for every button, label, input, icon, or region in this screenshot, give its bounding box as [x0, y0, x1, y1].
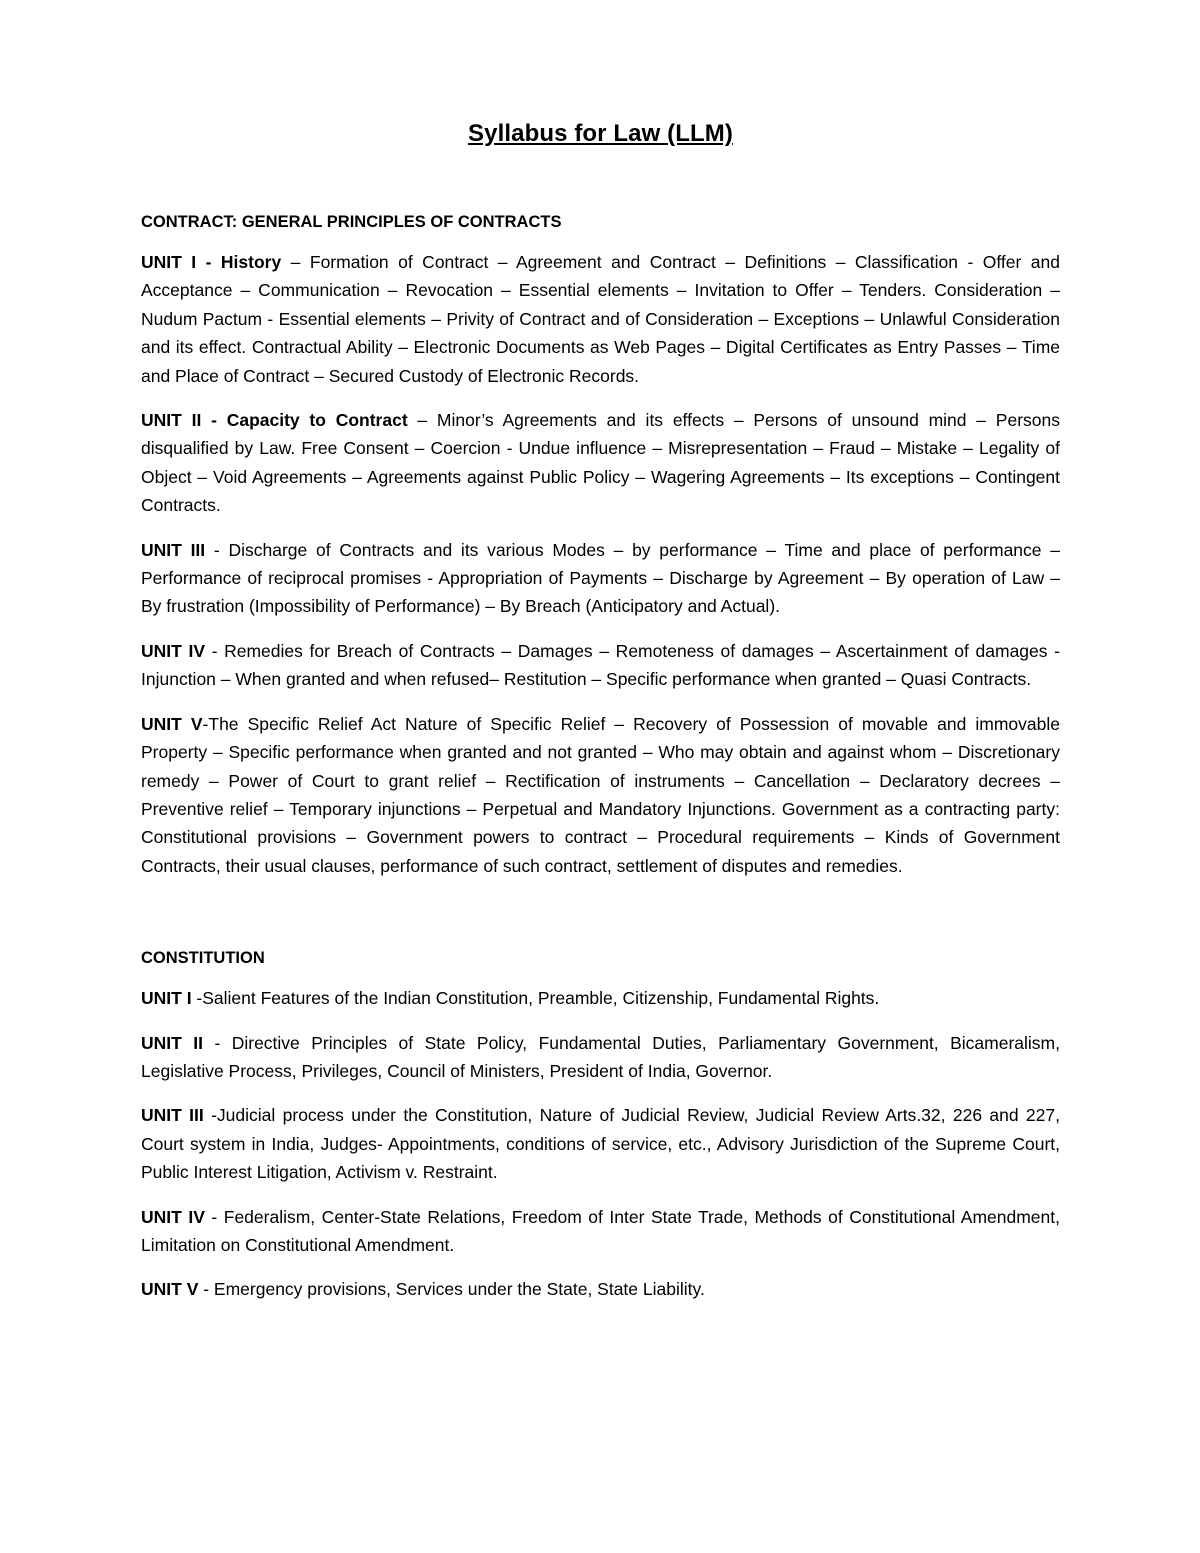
unit-label: UNIT I - History [141, 252, 282, 272]
constitution-unit-1 [141, 984, 1060, 1012]
unit-text: - Federalism, Center-State Relations, Freedom of Inter State Trade, Methods of Constitutional Amendment, Limitation on Constitutional Amendment. [141, 1206, 1060, 1255]
unit-label: UNIT III [141, 1105, 204, 1126]
unit-text: -Salient Features of the Indian Constitution, Preamble, Citizenship, Fundamental Rights. [191, 988, 880, 1009]
document-title: Syllabus for Law (LLM) [468, 120, 733, 147]
unit-text: - Emergency provisions, Services under the State, State Liability. [198, 1279, 705, 1300]
unit-text: - Discharge of Contracts and its various Modes – by performance – Time and place of performance – Performance of reciprocal promises - Appropriation of Payments – Discharge by Agreement – By operation of Law – By frustration (Impossibility of Performance) – By Breach (Anticipatory and Actual). [141, 539, 1061, 617]
unit-text: -The Specific Relief Act Nature of Specific Relief – Recovery of Possession of movable and immovable Property – Specific performance when granted and not granted – Who may obtain and against whom – Discretionary remedy – Power of Court to grant relief – Rectification of instruments – Cancellation – Declaratory decrees – Preventive relief – Temporary injunctions – Perpetual and Mandatory Injunctions. Government as a contracting party: Constitutional provisions – Government powers to contract – Procedural requirements – Kinds of Government Contracts, their usual clauses, performance of such contract, settlement of disputes and remedies. [141, 713, 1060, 876]
section-spacer [141, 896, 1060, 944]
unit-label: UNIT II - Capacity to Contract [141, 410, 408, 431]
unit-text: – Minor’s Agreements and its effects – Persons of unsound mind – Persons disqualified by Law. Free Consent – Coercion - Undue influence – Misrepresentation – Fraud – Mistake – Legality of Object – Void Agreements – Agreements against Public Policy – Wagering Agreements – Its exceptions – Contingent Contracts. [141, 410, 1060, 516]
unit-label: UNIT IV [141, 640, 205, 661]
section-heading-constitution: CONSTITUTION [141, 949, 265, 968]
unit-label: UNIT V [141, 713, 203, 734]
unit-label: UNIT IV [141, 1206, 205, 1227]
unit-label: UNIT III [141, 539, 206, 560]
unit-text: – Formation of Contract – Agreement and Contract – Definitions – Classification - Offer and Acceptance – Communication – Revocation – Essential elements – Invitation to Offer – Tenders. Consideration – Nudum Pactum - Essential elements – Privity of Contract and of Consideration – Exceptions – Unlawful Consideration and its effect. Contractual Ability – Electronic Documents as Web Pages – Digital Certificates as Entry Passes – Time and Place of Contract – Secured Custody of Electronic Records. [141, 252, 1061, 386]
section-heading-contract: CONTRACT: GENERAL PRINCIPLES OF CONTRACTS [141, 213, 562, 231]
constitution-unit-5 [141, 1275, 1060, 1303]
constitution-unit-4 [141, 1203, 1060, 1260]
contract-unit-2 [141, 406, 1060, 520]
unit-label: UNIT V [141, 1279, 199, 1300]
unit-label: UNIT II [141, 1032, 203, 1053]
constitution-unit-3 [141, 1101, 1060, 1186]
contract-unit-5 [141, 710, 1060, 880]
unit-text: - Directive Principles of State Policy, Fundamental Duties, Parliamentary Government, Bicameralism, Legislative Process, Privileges, Council of Ministers, President of India, Governor. [141, 1032, 1060, 1081]
contract-section [141, 208, 1060, 880]
unit-text: - Remedies for Breach of Contracts – Damages – Remoteness of damages – Ascertainment of damages -Injunction – When granted and when refused– Restitution – Specific performance when granted – Quasi Contracts. [141, 640, 1060, 690]
contract-unit-1 [141, 248, 1060, 390]
contract-unit-4 [141, 637, 1060, 694]
constitution-unit-2 [141, 1029, 1060, 1086]
unit-text: -Judicial process under the Constitution, Nature of Judicial Review, Judicial Review Arts.32, 226 and 227, Court system in India, Judges- Appointments, conditions of service, etc., Advisory Jurisdiction of the Supreme Court, Public Interest Litigation, Activism v. Restraint. [141, 1105, 1060, 1183]
contract-unit-3 [141, 536, 1060, 621]
constitution-section [141, 944, 1060, 1304]
unit-label: UNIT I [141, 988, 192, 1009]
